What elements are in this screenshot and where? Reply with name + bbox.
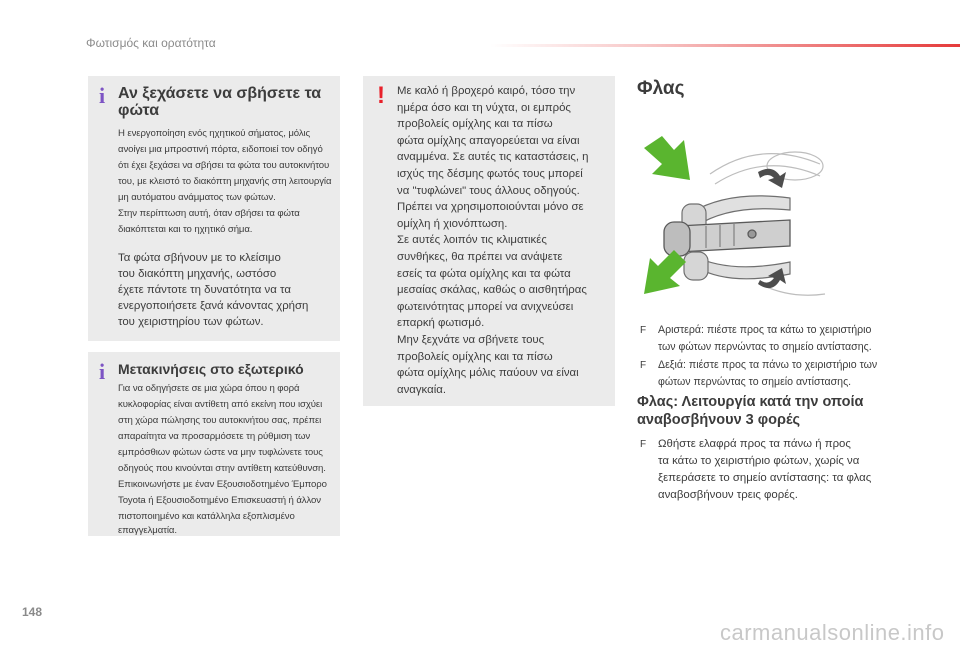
bullet-line: Αριστερά: πιέστε προς τα κάτω το χειριστήριο [658,324,872,336]
bullet-icon: F [640,439,647,450]
box-small-line: οδηγούς που κινούνται στην αντίθετη κατεύθυνση. [118,463,326,474]
warning-line: φώτα ομίχλης απαγορεύεται να είναι [397,134,580,147]
box-title: Μετακινήσεις στο εξωτερικό [118,361,304,377]
bullet-left-turn [640,322,940,356]
warning-line: Σε αυτές λοιπόν τις κλιματικές [397,234,547,247]
section-title-flash-three-times-line2: αναβοσβήνουν 3 φορές [637,412,801,428]
turn-signal-stalk-illustration [640,134,830,304]
section-title-flash: Φλας [637,78,685,99]
warning-line: φώτα ομίχλης μόλις παύουν να είναι [397,367,579,380]
warning-line: Μην ξεχνάτε να σβήνετε τους [397,334,545,346]
bullet-line: των φώτων περνώντας το σημείο αντίστασης. [658,341,872,353]
box-small-line: Η ενεργοποίηση ενός ηχητικού σήματος, μόλις [118,128,311,139]
lever-middle [664,220,790,256]
watermark: carmanualsonline.info [720,620,945,645]
warning-line: αναμμένα. Σε αυτές τις καταστάσεις, η [397,151,589,164]
bullet-right-turn [640,357,940,391]
box-small-line: στη χώρα πώλησης του αυτοκινήτου σας, πρέπει [118,415,322,426]
warning-icon: ! [377,82,385,109]
box-small-line: απαραίτητα να προσαρμόσετε τη ρύθμιση των [118,431,311,442]
page-number: 148 [22,605,43,619]
box-title-line2: φώτα [118,102,160,119]
warning-line: επαρκή φωτισμό. [397,317,485,330]
header-title: Φωτισμός και ορατότητα [86,36,216,50]
section-title-flash-three-times: Φλας: Λειτουργία κατά την οποία [637,394,864,410]
bullet-line: Δεξιά: πιέστε προς τα πάνω το χειριστήριο των [658,359,878,371]
box-small-line: Επικοινωνήστε με έναν Εξουσιοδοτημένο Έμπορο [118,479,327,490]
warning-line: να "τυφλώνει" τους άλλους οδηγούς. [397,184,580,197]
warning-line: προβολείς ομίχλης και τα πίσω [397,118,553,131]
warning-line: ημέρα όσο και τη νύχτα, οι εμπρός [397,101,571,114]
info-icon: i [99,359,106,384]
bullet-line: τα κάτω το χειριστήριο φώτων, χωρίς να [658,455,860,467]
box-small-line: Στην περίπτωση αυτή, όταν σβήσει τα φώτα [118,208,300,219]
bullet-line: Ωθήστε ελαφρά προς τα πάνω ή προς [658,438,851,450]
green-arrow-icon [644,136,690,180]
box-small-line: Toyota ή Εξουσιοδοτημένο Επισκευαστή ή άλλον [118,495,321,506]
header-divider [490,44,960,47]
box-small-line: ανοίγει μια μπροστινή πόρτα, ειδοποιεί τον οδηγό [118,144,323,155]
warning-line: φωτεινότητας μπορεί να ανιχνεύσει [397,300,574,313]
warning-line: Πρέπει να χρησιμοποιούνται μόνο σε [397,201,584,214]
warning-line: Με καλό ή βροχερό καιρό, τόσο την [397,85,576,97]
bullet-icon: F [640,360,647,371]
warning-line: προβολείς ομίχλης και τα πίσω [397,350,553,363]
info-icon: i [99,83,106,108]
warning-line: ομίχλη ή χιονόπτωση. [397,217,508,230]
warning-line: αναγκαία. [397,383,446,396]
green-arrow-icon [644,250,686,294]
box-small-line: εμπρόσθιων φώτων ώστε να μην τυφλώνετε τους [118,447,323,458]
box-medium-line: ενεργοποιήσετε ξανά κάνοντας χρήση [118,300,309,312]
box-title-line1: Αν ξεχάσετε να σβήσετε τα [118,85,322,102]
bullet-flash-three-times [640,436,940,504]
box-small-line: μη αυτόματου ανάμματος των φώτων. [118,192,276,203]
bullet-line: αναβοσβήνουν τρεις φορές. [658,489,798,501]
warning-line: μεσαίας σκάλας, καθώς ο αισθητήρας [397,284,587,297]
box-small-line: επαγγελματία. [118,525,177,536]
info-box-abroad [88,352,340,536]
warning-line: συνθήκες, θα πρέπει να ανάψετε [397,251,563,263]
box-small-line: κυκλοφορίας είναι αντίθετη από εκείνη που ισχύει [118,399,323,410]
box-small-line: του, με κλειστό το διακόπτη μηχανής στη λειτουργία [118,176,332,187]
box-small-line: ότι έχει ξεχάσει να σβήσει τα φώτα του αυτοκινήτου [118,160,330,171]
box-small-line: Για να οδηγήσετε σε μια χώρα όπου η φορά [118,383,300,394]
box-medium-line: Τα φώτα σβήνουν με το κλείσιμο [118,252,281,264]
box-small-line: πιστοποιημένο και κατάλληλα εξοπλισμένο [118,511,295,522]
box-small-line: διακόπτεται και το ηχητικό σήμα. [118,224,253,235]
warning-box-fog-lights [363,76,615,406]
bullet-line: φώτων περνώντας το σημείο αντίστασης. [658,376,852,388]
bullet-line: ξεπεράσετε το σημείο αντίστασης: τα φλας [658,472,872,484]
box-medium-line: του χειριστηρίου των φώτων. [118,316,264,328]
bullet-icon: F [640,325,647,336]
box-medium-line: του διακόπτη μηχανής, ωστόσο [118,268,277,280]
warning-line: εσείς τα φώτα ομίχλης και τα φώτα [397,267,571,280]
box-medium-line: έχετε πάντοτε τη δυνατότητα να τα [118,284,291,296]
warning-line: ισχύς της δέσμης φωτός τους μπορεί [397,168,583,180]
info-box-lights-reminder [88,76,340,341]
